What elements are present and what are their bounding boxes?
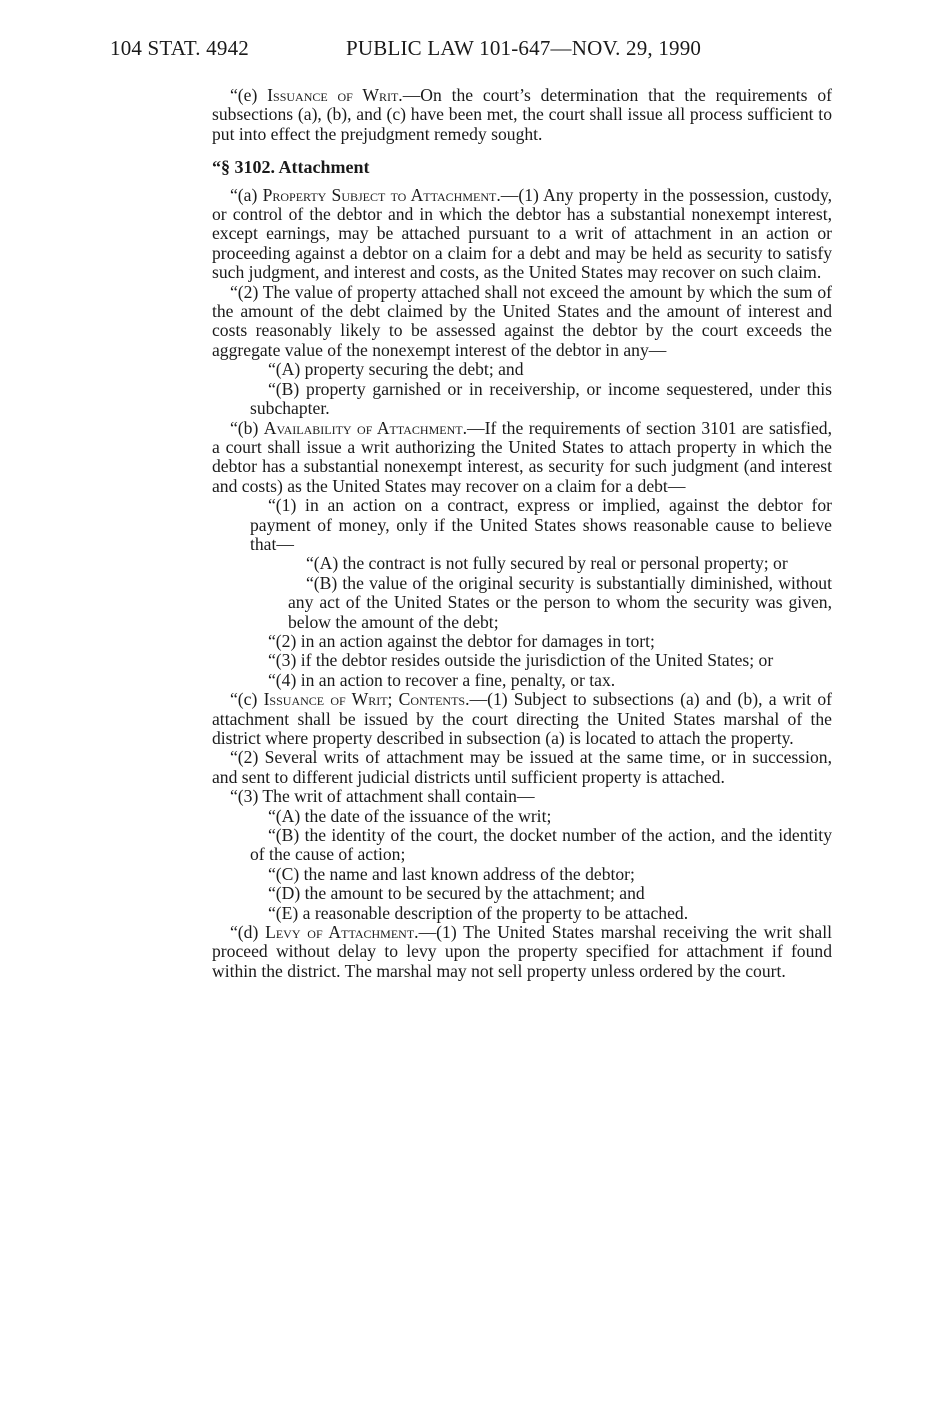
subsection-b: “(b) Availability of Attachment.—If the requirements of section 3101 are satisfied, a court shall issue a writ authorizing the United States to attach property in which the debtor has a substantial nonexempt interest, as security for such judgment (and interest and costs) as the United States may recover on a claim for a debt— xyxy=(212,417,832,496)
subsection-c-3-D: “(D) the amount to be secured by the attachment; and xyxy=(268,883,645,904)
subsection-b-1-A: “(A) the contract is not fully secured by real or personal property; or xyxy=(306,553,788,574)
subsection-a-2-B: “(B) property garnished or in receivership, or income sequestered, under this subchapter. xyxy=(250,378,832,419)
subsection-b-1: “(1) in an action on a contract, express or implied, against the debtor for payment of money, only if the United States shows reasonable cause to believe that— xyxy=(250,495,832,554)
subsection-b-1-B: “(B) the value of the original security is substantially diminished, without any act of the United States or the person to whom the security was given, below the amount of the debt; xyxy=(288,572,832,632)
subsection-b-3: “(3) if the debtor resides outside the jurisdiction of the United States; or xyxy=(268,650,774,671)
subsection-c-3-B: “(B) the identity of the court, the docket number of the action, and the identity of the cause of action; xyxy=(250,825,832,865)
subsection-d-1: “(d) Levy of Attachment.—(1) The United States marshal receiving the writ shall proceed without delay to levy upon the property specified for attachment if found within the district. The marshal may not sell property unless ordered by the court. xyxy=(212,922,832,981)
subsection-c-3-A: “(A) the date of the issuance of the writ; xyxy=(268,805,552,826)
subsection-heading: Property Subject to Attachment xyxy=(262,184,497,205)
subsection-c-3-C: “(C) the name and last known address of the debtor; xyxy=(268,863,635,884)
subsection-c-3-E: “(E) a reasonable description of the property to be attached. xyxy=(268,902,689,923)
law-title: PUBLIC LAW 101-647—NOV. 29, 1990 xyxy=(346,36,702,60)
statute-page-number: 104 STAT. 4942 xyxy=(110,36,249,60)
subsection-c-3: “(3) The writ of attachment shall contain— xyxy=(230,786,535,807)
subsection-a-1: “(a) Property Subject to Attachment.—(1) Any property in the possession, custody, or control of the debtor and in which the debtor has a substantial nonexempt interest, except earnings, may be attached pursuant to a writ of attachment in an action or proceeding against a debtor on a claim for a debt and may be held as security to satisfy such judgment, and interest and costs, as the United States may recover on such claim. xyxy=(212,184,832,283)
subsection-e: “(e) Issuance of Writ.—On the court’s determination that the requirements of subsections (a), (b), and (c) have been met, the court shall issue all process sufficient to put into effect the prejudgment remedy sought. xyxy=(212,85,832,144)
subsection-heading: Levy of Attachment xyxy=(265,922,415,943)
subsection-a-2: “(2) The value of property attached shall not exceed the amount by which the sum of the amount of the debt claimed by the United States and the amount of interest and costs reasonably likely to be assessed against the debtor by the court exceeds the aggregate value of the nonexempt interest of the debtor in any— xyxy=(212,281,832,360)
subsection-b-4: “(4) in an action to recover a fine, penalty, or tax. xyxy=(268,669,616,690)
subsection-b-2: “(2) in an action against the debtor for damages in tort; xyxy=(268,630,655,651)
subsection-a-2-A: “(A) property securing the debt; and xyxy=(268,359,524,380)
subsection-heading: Availability of Attachment xyxy=(263,417,463,438)
subsection-heading: Issuance of Writ xyxy=(267,85,399,105)
section-heading-3102: “§ 3102. Attachment xyxy=(212,157,370,178)
statute-text xyxy=(212,86,832,981)
subsection-c-1: “(c) Issuance of Writ; Contents.—(1) Subject to subsections (a) and (b), a writ of attachment shall be issued by the court directing the United States marshal of the district where property described in subsection (a) is located to attach the property. xyxy=(212,689,832,748)
subsection-c-2: “(2) Several writs of attachment may be issued at the same time, or in succession, and sent to different judicial districts until sufficient property is attached. xyxy=(212,747,832,787)
subsection-heading: Issuance of Writ; Contents xyxy=(263,689,466,710)
